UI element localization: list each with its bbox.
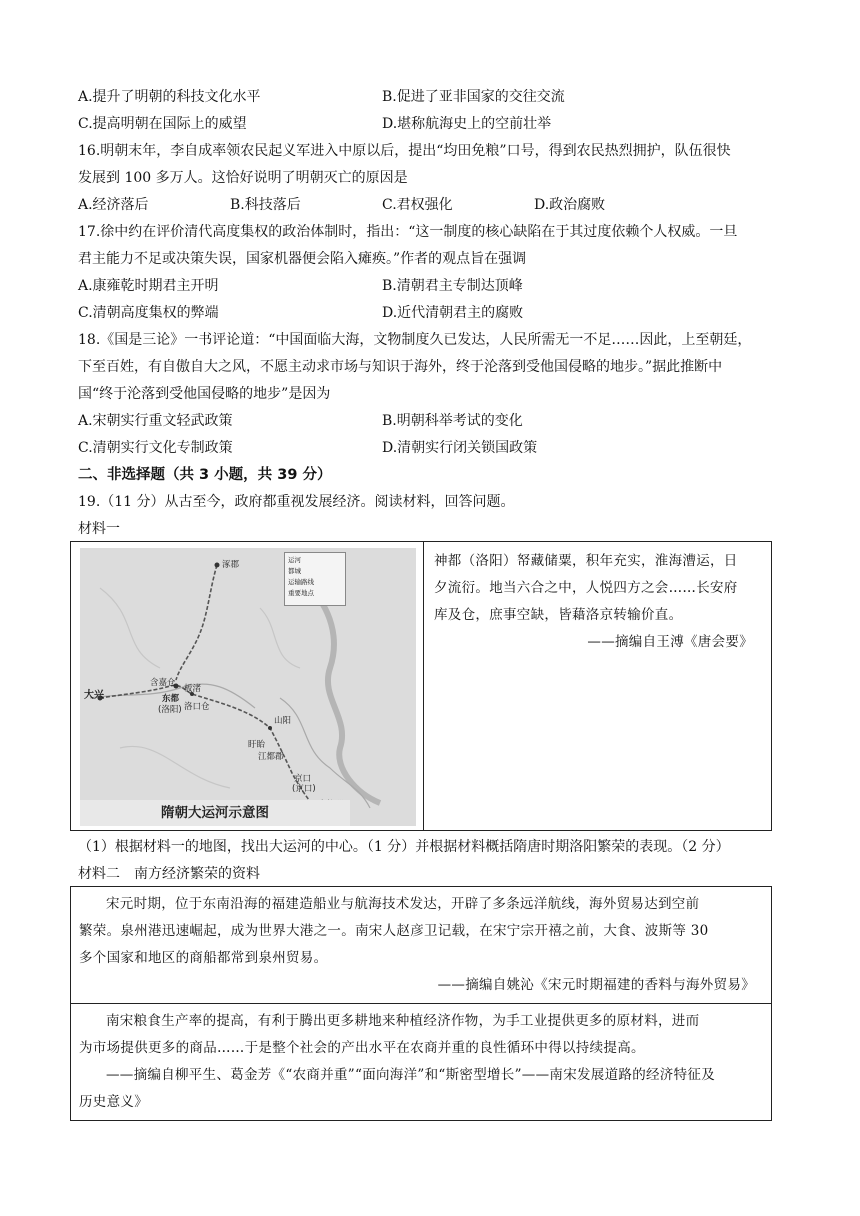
legend-item-place: 重要地点 <box>288 589 314 597</box>
map-label-jingkou: 京口 <box>294 774 312 784</box>
q17-option-d[interactable]: D.近代清朝君主的腐败 <box>382 305 524 321</box>
material2-table <box>70 886 772 1121</box>
q17-option-c[interactable]: C.清朝高度集权的弊端 <box>78 305 219 321</box>
q18-stem-line1: 18.《国是三论》一书评论道：“中国面临大海，文物制度久已发达，人民所需无一不足……因此，上至朝廷， <box>78 332 752 348</box>
q19-sub1: （1）根据材料一的地图，找出大运河的中心。（1 分）并根据材料概括隋唐时期洛阳繁荣的表现。（2 分） <box>78 839 730 855</box>
q18-option-a[interactable]: A.宋朝实行重文轻武政策 <box>78 413 233 429</box>
q15-option-a[interactable]: A.提升了明朝的科技文化水平 <box>78 89 261 105</box>
q17-stem-line2: 君主能力不足或决策失误，国家机器便会陷入瘫痪。”作者的观点旨在强调 <box>78 251 527 267</box>
material2b-source-line2: 历史意义》 <box>79 1094 148 1110</box>
material2b-line2: 为市场提供更多的商品……于是整个社会的产出水平在农商并重的良性循环中得以持续提高。 <box>79 1040 645 1056</box>
material1-line2: 夕流衍。地当六合之中，人悦四方之会……长安府 <box>434 580 738 596</box>
map-label-zhuojun: 涿郡 <box>222 560 240 570</box>
sub-questions <box>78 834 778 888</box>
legend-item-route: 运输路线 <box>288 578 314 586</box>
q18-option-b[interactable]: B.明朝科举考试的变化 <box>382 413 523 429</box>
q15-options-row1 <box>78 84 778 111</box>
map-label-jiangdu: 江都郡 <box>258 752 284 762</box>
q18-option-d[interactable]: D.清朝实行闭关锁国政策 <box>382 440 538 456</box>
map-graphic <box>80 548 416 826</box>
map-cell <box>71 542 424 830</box>
material2-cell-b <box>71 1003 771 1120</box>
q17-option-a[interactable]: A.康雍乾时期君主开明 <box>78 278 219 294</box>
q16-options <box>78 192 778 219</box>
material2a-line3: 多个国家和地区的商船都常到泉州贸易。 <box>79 950 328 966</box>
map-title: 隋朝大运河示意图 <box>80 800 350 826</box>
q15-option-b[interactable]: B.促进了亚非国家的交往交流 <box>382 89 565 105</box>
map-legend <box>284 552 346 606</box>
map-label-dongdu: 东都 <box>162 694 180 704</box>
q15-option-d[interactable]: D.堪称航海史上的空前壮举 <box>382 116 552 132</box>
material1-line1: 神都（洛阳）帑藏储粟，积年充实，淮海漕运，日 <box>434 553 738 569</box>
q18-options-row1 <box>78 408 778 435</box>
q16-stem-line2: 发展到 100 多万人。这恰好说明了明朝灭亡的原因是 <box>78 170 408 186</box>
q16-option-b[interactable]: B.科技落后 <box>230 197 301 213</box>
q16-option-c[interactable]: C.君权强化 <box>382 197 453 213</box>
material1-text-cell <box>424 542 771 830</box>
map-label-shanyang: 山阳 <box>274 716 292 726</box>
material2b-source-line1: ——摘编自柳平生、葛金芳《“农商并重”“面向海洋”和“斯密型增长”——南宋发展道路的经济特征及 <box>106 1067 716 1083</box>
section-heading: 二、非选择题（共 3 小题，共 39 分） <box>78 467 332 483</box>
material2a-line2: 繁荣。泉州港迅速崛起，成为世界大港之一。南宋人赵彦卫记载，在宋宁宗开禧之前，大食、波斯等 30 <box>79 923 709 939</box>
legend-item-canal: 运河 <box>288 556 301 564</box>
map-label-daxing: 大兴 <box>84 690 104 701</box>
material1-source: ——摘编自王溥《唐会要》 <box>587 634 753 650</box>
q18-stem-line2: 下至百姓，有自傲自大之风，不愿主动求市场与知识于海外，终于沦落到受他国侵略的地步。”据此推断中 <box>78 359 723 375</box>
material2b-line1: 南宋粮食生产率的提高，有利于腾出更多耕地来种植经济作物，为手工业提供更多的原材料，进而 <box>106 1013 700 1029</box>
material1-label: 材料一 <box>78 521 120 537</box>
q17-stem-line1: 17.徐中约在评价清代高度集权的政治体制时，指出：“这一制度的核心缺陷在于其过度依赖个人权威。一旦 <box>78 224 738 240</box>
map-label-xuyi: 盱眙 <box>248 740 266 750</box>
q19-intro: 19.（11 分）从古至今，政府都重视发展经济。阅读材料，回答问题。 <box>78 494 515 510</box>
material2-cell-a <box>71 887 771 1003</box>
map-label-hanjiacang: 含嘉仓 <box>150 678 176 688</box>
material2a-source: ——摘编自姚沁《宋元时期福建的香料与海外贸易》 <box>437 977 755 993</box>
material2-label: 材料二 南方经济繁荣的资料 <box>78 866 260 882</box>
grand-canal-map <box>80 548 416 826</box>
q15-option-c[interactable]: C.提高明朝在国际上的威望 <box>78 116 247 132</box>
exam-page <box>78 84 778 543</box>
map-label-luoyang: (洛阳) <box>158 705 182 715</box>
material1-line3: 库及仓，庶事空缺，皆藉洛京转输价直。 <box>434 607 683 623</box>
q16-option-d[interactable]: D.政治腐败 <box>534 197 606 213</box>
legend-item-capital: 都城 <box>288 567 301 575</box>
q17-option-b[interactable]: B.清朝君主专制达顶峰 <box>382 278 523 294</box>
q17-options-row2 <box>78 300 778 327</box>
map-label-jingkou-paren: (京口) <box>292 784 316 794</box>
q18-option-c[interactable]: C.清朝实行文化专制政策 <box>78 440 233 456</box>
map-label-luokoucang: 洛口仓 <box>184 702 210 712</box>
map-label-banzhu: 板渚 <box>184 684 202 694</box>
q18-options-row2 <box>78 435 778 462</box>
q16-option-a[interactable]: A.经济落后 <box>78 197 149 213</box>
q16-stem-line1: 16.明朝末年，李自成率领农民起义军进入中原以后，提出“均田免粮”口号，得到农民热烈拥护，队伍很快 <box>78 143 731 159</box>
q17-options-row1 <box>78 273 778 300</box>
material2a-line1: 宋元时期，位于东南沿海的福建造船业与航海技术发达，开辟了多条远洋航线，海外贸易达到空前 <box>106 896 700 912</box>
q18-stem-line3: 国“终于沦落到受他国侵略的地步”是因为 <box>78 386 331 402</box>
material1-table <box>70 541 772 831</box>
q15-options-row2 <box>78 111 778 138</box>
